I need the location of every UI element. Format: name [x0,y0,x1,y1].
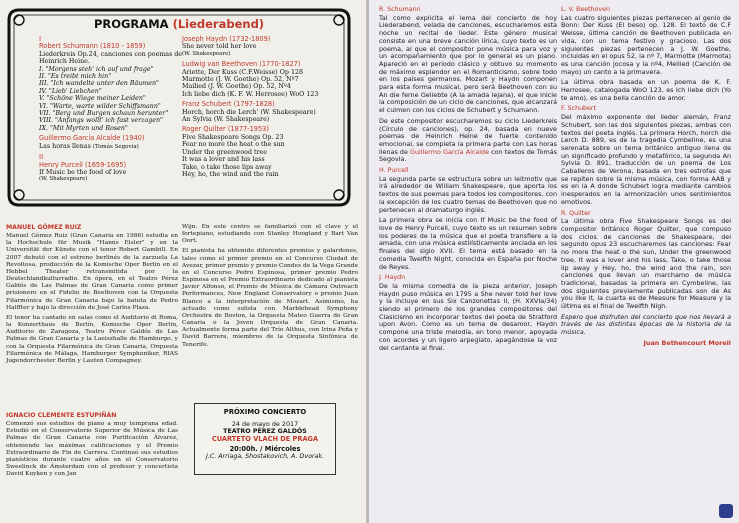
schubert-work: Horch, horch die Lerch' (W. Shakespeare) [182,108,316,116]
beethoven-work: Ich liebe dich (K. F. W. Herrosee) WoO 123 [182,90,319,98]
part-two-numeral: II [39,153,44,162]
composer-garcia: Guillermo García Alcalde (1940) [39,134,145,143]
notes-purcell-p1: La segunda parte se estructura sobre un leitmotiv que irá alrededor de William Shakespeare, que aporta los textos de sus poemas para todos los compositores, con la excepción de los cuatro temas de Beethoven que no pertenecen al dramaturgo inglés. [379,174,557,214]
next-concert-box [194,403,336,475]
notes-signature: Juan Bethencourt Morell [643,338,731,347]
bio-manuel-p2: El tenor ha cantado en salas como el Auditorio di Roma, la Konzerthaus de Berlín, Komische Oper Berlin, Auditorio de Zaragoza, Teatro Pérez Galdós de Las Palmas de Gran Canaria y la Laeiszhalle de Hamburgo, y con la Orquesta Filarmónica de Gran Canaria, Orquesta Filarmónica de Málaga, Hamburger Symphoniker, RIAS Jugendorchester Berlin y Lauten Compagney. [6,314,178,364]
notes-schubert-p1: Del máximo exponente del lieder alemán, Franz Schubert, son las dos siguientes piezas, ambas con textos del poeta inglés. La primera Horch, horch die Lerch D. 889, es de la tragedia Cymbeline, es una serenata sobre un tema británico antiguo llena de un significado profundo y metafórico, la segunda An Sylvia D. 891, traducción de un poema de Los Caballeros de Verona, basada en tres estrofas que se repiten sobre la misma música, con forma AAB y es en la A donde Schubert logra mediante cambios inesperados en la armonización unos sentimientos emotivos. [561,113,731,206]
composer-quilter: Roger Quilter (1877-1953) [182,125,269,134]
next-concert-title: PRÓXIMO CONCIERTO [223,408,307,416]
beethoven-work: Mailied (J. W. Goethe) Op. 52, Nº4 [182,83,291,91]
quilter-work: Five Shakespeare Songs Op. 23 [182,133,284,141]
schubert-work: An Sylvia (W. Shakespeare) [182,116,270,124]
quilter-work: Under the greenwood tree [182,148,267,156]
next-concert-ensemble: CUARTETO VLACH DE PRAGA [211,435,319,443]
bio-ignacio-p1: Comenzó sus estudios de piano a muy temprana edad. Estudió en el Conservatorio Superior de Música de Las Palmas de Gran Canaria con Purificación Álvarez, obteniendo las máximas calificaciones y el Premio Extraordinario de Fin de Carrera. Continuó sus estudios pianísticos durante cuatro años en el Conservatorio Sweelinck de Ámsterdam con el profesor y concertista David Kuyken y con Jan [6,421,178,478]
haydn-work-title: She never told her love [182,43,257,51]
schumann-work: Liederkreis Op.24, canciones con poemas de Heinrich Heine. [39,50,183,66]
song-item: VII. "Berg und Burgen schaun herunter" [39,110,169,118]
bio-ignacio-heading: IGNACIO CLEMENTE ESTUPIÑÁN [6,412,117,419]
beethoven-work: Ariette, Der Kuss (C.F.Weisse) Op 128 [182,68,303,76]
left-page [0,0,367,523]
next-concert-venue: TEATRO PÉREZ GALDÓS [223,428,307,435]
purcell-work: If Music be the food of love [39,168,127,176]
song-item: III. "Ich wandelte unter den Bäumen" [39,80,159,88]
song-item: IV. "Lieb' Liebchen" [39,87,102,95]
song-item: VIII. "Anfangs wollt' ich fast verzagen" [39,117,163,125]
notes-column-right [561,6,731,351]
programa-title-sub: (Liederabend) [172,17,265,31]
haydn-work [182,43,337,50]
notes-column-left [379,6,557,355]
notes-garcia-highlight: Guillermo García Alcalde [410,147,490,156]
bio-col2-p2: El pianista ha obtenido diferentes premios y galardones, tales como el primer premio en el Concurso Ciudad de Avezar, primer premio y premio Condes de la Vega Grande en el Concurso Pedro Espinosa, primer premio Pedro Espinosa en el Premio Extraordinario dedicado al pianista Javier Alfonso, el Premio de Música de Cámara Outreach Performances, New England Conservatory o premio Juan Blanco a la interpretación de Mozart. Asimismo, ha actuado como solista con Marblehead Symphony Orchestra de Boston, la Orquesta Mateo Guerra de Gran Canaria o la Joven Orquesta de Gran Canaria. Actualmente forma parte del Trío Althus, con Irina Peña y David Barrera, miembros de la Orquesta Sinfónica de Tenerife. [182,248,358,348]
notes-haydn-p1: De la misma comedia de la pieza anterior, Joseph Haydn puso música en 1795 a She never told her love y la incluye en sus Six Canzonettas II, (H. XXVIa/34) siendo el primero de los grandes compositores del Clasicismo en incorporar textos del poeta de Stratford upon Avon. Como es un tema de desamor, Haydn compone una triste melodía, en tono menor, apoyada con acordes y un ligero arpegiato, apagándose la voz del cantante al final. [379,281,557,352]
quilter-work: Take, o take those lips away [182,163,272,171]
notes-beethoven-p2: La última obra basada en un poema de K. F. Herrosee, catalogada WoO 123, es Ich liebe dich (Yo te amo), es una bella canción de amor. [561,78,731,102]
beethoven-work: Marmotte (J. W. Goethe) Op. 52, Nº7 [182,76,299,84]
notes-schumann-p2-text: De este compositor escucharemos su ciclo Liederkreis (Círculo de canciones), op. 24, basada en nueve poemas de Heinrich Heine de fuerte contenido emocional, se completa la primera parte con Las horas llenas de [379,116,557,156]
quilter-work: Hey, ho, the wind and the rain [182,170,279,178]
haydn-poet: (W. Shakespeare) [182,50,231,57]
notes-schumann-p2-end: con textos de Tomás Segovia. [379,147,558,164]
garcia-work-title: Las horas llenas [39,142,91,150]
notes-schumann-heading: R. Schumann [379,6,421,13]
part-one-numeral: I [39,35,42,43]
bio-ignacio [6,412,178,481]
garcia-work [39,143,189,151]
programa-title [5,17,353,31]
purcell-poet: (W. Shakespeare) [39,176,88,183]
bio-manuel [6,224,178,368]
bio-ignacio-continued [182,224,358,352]
notes-quilter-p1: La última obra Five Shakespeare Songs es del compositor británico Roger Quilter, que compuso dos ciclos de canciones de Shakespeare, del segundo opus 23 escucharemos las canciones: Fear no more the heat o the sun, Under the greenwood tree, It was a lover and his lass, Take, o take those lip away y Hey, ho, the wind and the rain, son canciones que llevan un marchamo de música tradicional, basadas la primera en Cymbeline, las dos siguientes previamente publicadas son de As you like it, la cuarta es de Measure for Measure y la última es el final de Twelfth Nigh. [561,217,731,311]
programa-title-main: PROGRAMA [93,17,169,31]
song-item: VI. "Warte, warte wilder Schiffsmann" [39,102,161,110]
song-item: IX. "Mit Myrten und Rosen" [39,124,128,132]
notes-purcell-heading: H. Purcell [379,167,409,175]
bio-manuel-heading: MANUEL GÓMEZ RUIZ [6,224,82,231]
song-item: I. "Morgens steh' ich auf und frage" [39,65,154,73]
next-concert-time: 20:00h. / Miércoles [229,445,301,453]
song-item: V. "Schöne Wiege meiner Leiden" [39,95,146,103]
notes-schumann-p1: Tal como explicita el lema del concierto de hoy Liederabend, velada de canciones, escucharemos esta noche un recital de lieder. Este género musical consiste en una breve canción lírica, cuyo texto es un poema, al que el compositor pone música para voz y un acompañamiento que por lo general es un piano. Apareció en el periodo clásico y obtuvo su momento de máximo esplendor en el Romanticismo, sobre todo en los países germanos. Mozart y Haydn componen para esta forma musical, pero será Beethoven con su An die ferne Geliebte (A la amada lejana), el que inicie la composición de un ciclo de canciones, que alcanzará el culmen con los ciclos de Schubert y Schumann. [379,13,557,115]
quilter-work: Fear no more the heat o the sun [182,141,285,149]
composer-schumann: Robert Schumann (1810 - 1859) [39,42,146,51]
next-concert-composers: J.C. Arriaga, Shostakovich, A. Dvorak. [205,453,325,460]
composer-schubert: Franz Schubert (1797-1828) [182,100,275,109]
programa-column-1 [39,36,189,184]
composer-haydn: Joseph Haydn (1732-1809) [182,35,271,43]
notes-schubert-heading: F. Schubert [561,105,596,113]
programa-column-2 [182,36,337,178]
notes-schumann-p2 [379,118,557,164]
programa-frame [5,6,353,209]
notes-purcell-p2: La primera obra se inicia con If Music be the food of love de Henry Purcell, cuyo texto es un resumen sobre los poderes de la música que el poeta transfiere a la amada, con una música estilísticamente anclada en los finales del siglo XVII. El tema está basado en la comedia Twelfth Night, conocida en España por Noche de Reyes. [379,216,557,271]
right-page [369,0,739,523]
song-item: II. "Es treibt mich hin" [39,73,112,81]
notes-beethoven-heading: L. V. Beethoven [561,6,610,13]
notes-closing: Espero que disfruten del concierto que nos llevará a través de las distintas épocas de la historia de la música. [561,312,731,337]
bio-manuel-p1: Manuel Gómez Ruiz (Gran Canaria en 1986) estudia en la Hochschule für Musik "Hanns Eisler" y en la Universität der Künste con el tenor Robert Gambill. En 2007 debutó con el estreno berlinés de la zarzuela La Revoltosa, producción de la Komische Oper Berlin en el Hebbel Theater retransmitida por la Deutschlandkulturradio. En ópera, en el Teatro Pérez Galdós de Las Palmas de Gran Canaria como primer prisionero en el Fidelio de Beethoven con la Orquesta Filarmónica de Gran Canaria bajo la batuta de Pedro Halffter y bajo la dirección de José Carlos Plaza. [6,233,178,311]
quilter-work: It was a lover and his lass [182,156,265,164]
logo-stamp-icon [719,504,733,518]
notes-quilter-heading: R. Quilter [561,209,591,217]
bio-col2-p1: Wijn. En este centro se familiarizó con el clave y el fortepiano, estudiando con Stanley Hoogland y Bart Van Oort. [182,224,358,245]
next-concert-date: 24 de mayo de 2017 [231,420,299,428]
garcia-poet: (Tomás Segovia) [92,143,139,150]
composer-beethoven: Ludwig van Beethoven (1770-1827) [182,60,301,69]
notes-beethoven-p1: Las cuatro siguientes piezas pertenecen al genio de Bonn: Der Kuss (El beso) op. 128. El texto de C.F Weisse, última canción de Beethoven publicada en vida, con un tema festivo y gracioso. Las dos siguientes piezas pertenecen a J. W. Goethe, incluidas en el opus 52, la nº 7, Marmotte (Marmota) es una canción jocosa y la nº4, Meilied (Canción de mayo) un canto a la primavera. [561,13,731,76]
notes-haydn-heading: J. Haydn [379,274,406,282]
composer-purcell: Henry Purcell (1659-1695) [39,160,127,169]
